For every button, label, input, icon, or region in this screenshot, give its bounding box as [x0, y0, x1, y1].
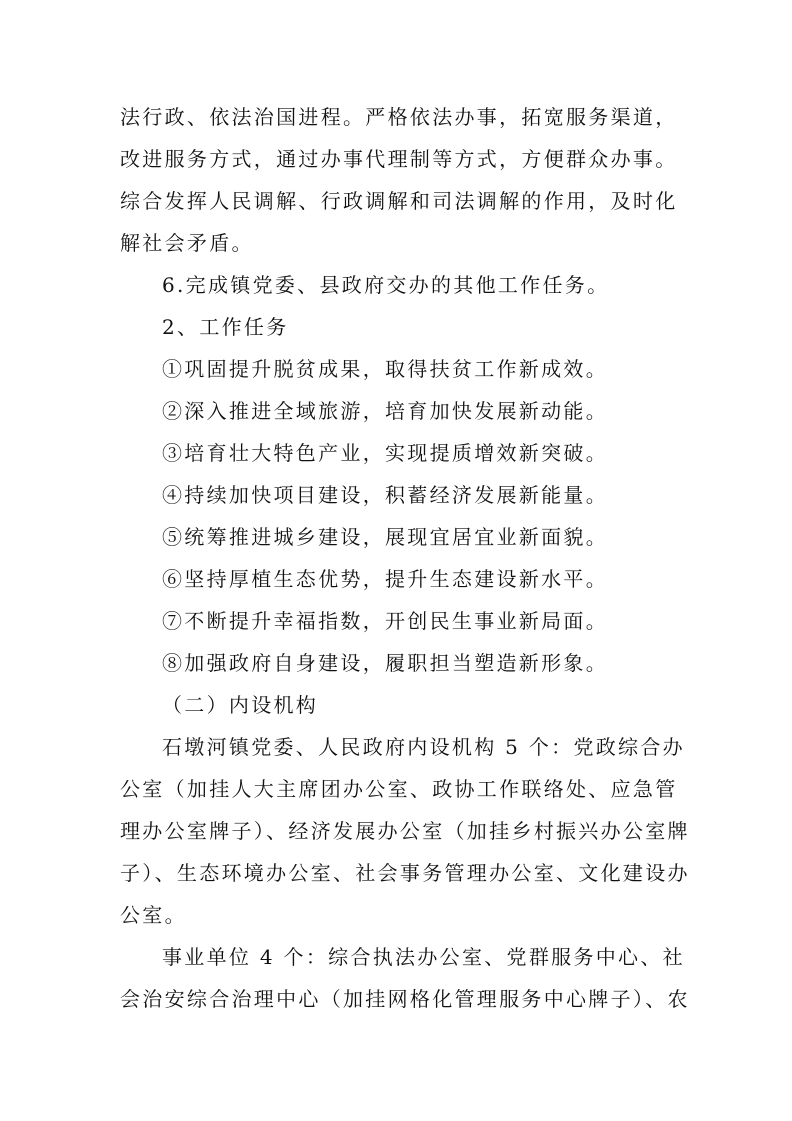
section-heading-internal-bodies: （二）内设机构 — [162, 693, 319, 717]
task-list-item-5: ⑤统筹推进城乡建设，展现宜居宜业新面貌。 — [162, 525, 608, 549]
task-list-item-7: ⑦不断提升幸福指数，开创民生事业新局面。 — [162, 609, 608, 633]
paragraph-line-17: 公室（加挂人大主席团办公室、政协工作联络处、应急管 — [120, 777, 678, 801]
paragraph-line-20: 公室。 — [120, 903, 187, 927]
task-list-item-1: ①巩固提升脱贫成果，取得扶贫工作新成效。 — [162, 357, 608, 381]
paragraph-line-21: 事业单位 4 个：综合执法办公室、党群服务中心、社 — [162, 945, 685, 969]
paragraph-line-19: 子）、生态环境办公室、社会事务管理办公室、文化建设办 — [120, 861, 690, 885]
section-heading-work-tasks: 2、工作任务 — [162, 315, 289, 339]
paragraph-line-3: 综合发挥人民调解、行政调解和司法调解的作用，及时化 — [120, 189, 678, 213]
paragraph-line-2: 改进服务方式，通过办事代理制等方式，方便群众办事。 — [120, 147, 678, 171]
paragraph-line-22: 会治安综合治理中心（加挂网格化管理服务中心牌子）、农 — [120, 987, 690, 1011]
task-list-item-2: ②深入推进全域旅游，培育加快发展新动能。 — [162, 399, 608, 423]
task-list-item-4: ④持续加快项目建设，积蓄经济发展新能量。 — [162, 483, 608, 507]
paragraph-line-4: 解社会矛盾。 — [120, 231, 254, 255]
task-item-6: 6.完成镇党委、县政府交办的其他工作任务。 — [162, 273, 610, 297]
paragraph-line-18: 理办公室牌子）、经济发展办公室（加挂乡村振兴办公室牌 — [120, 819, 690, 843]
task-list-item-3: ③培育壮大特色产业，实现提质增效新突破。 — [162, 441, 608, 465]
paragraph-line-16: 石墩河镇党委、人民政府内设机构 5 个：党政综合办 — [162, 735, 685, 759]
paragraph-line-1: 法行政、依法治国进程。严格依法办事，拓宽服务渠道， — [120, 105, 678, 129]
task-list-item-6: ⑥坚持厚植生态优势，提升生态建设新水平。 — [162, 567, 608, 591]
task-list-item-8: ⑧加强政府自身建设，履职担当塑造新形象。 — [162, 651, 608, 675]
